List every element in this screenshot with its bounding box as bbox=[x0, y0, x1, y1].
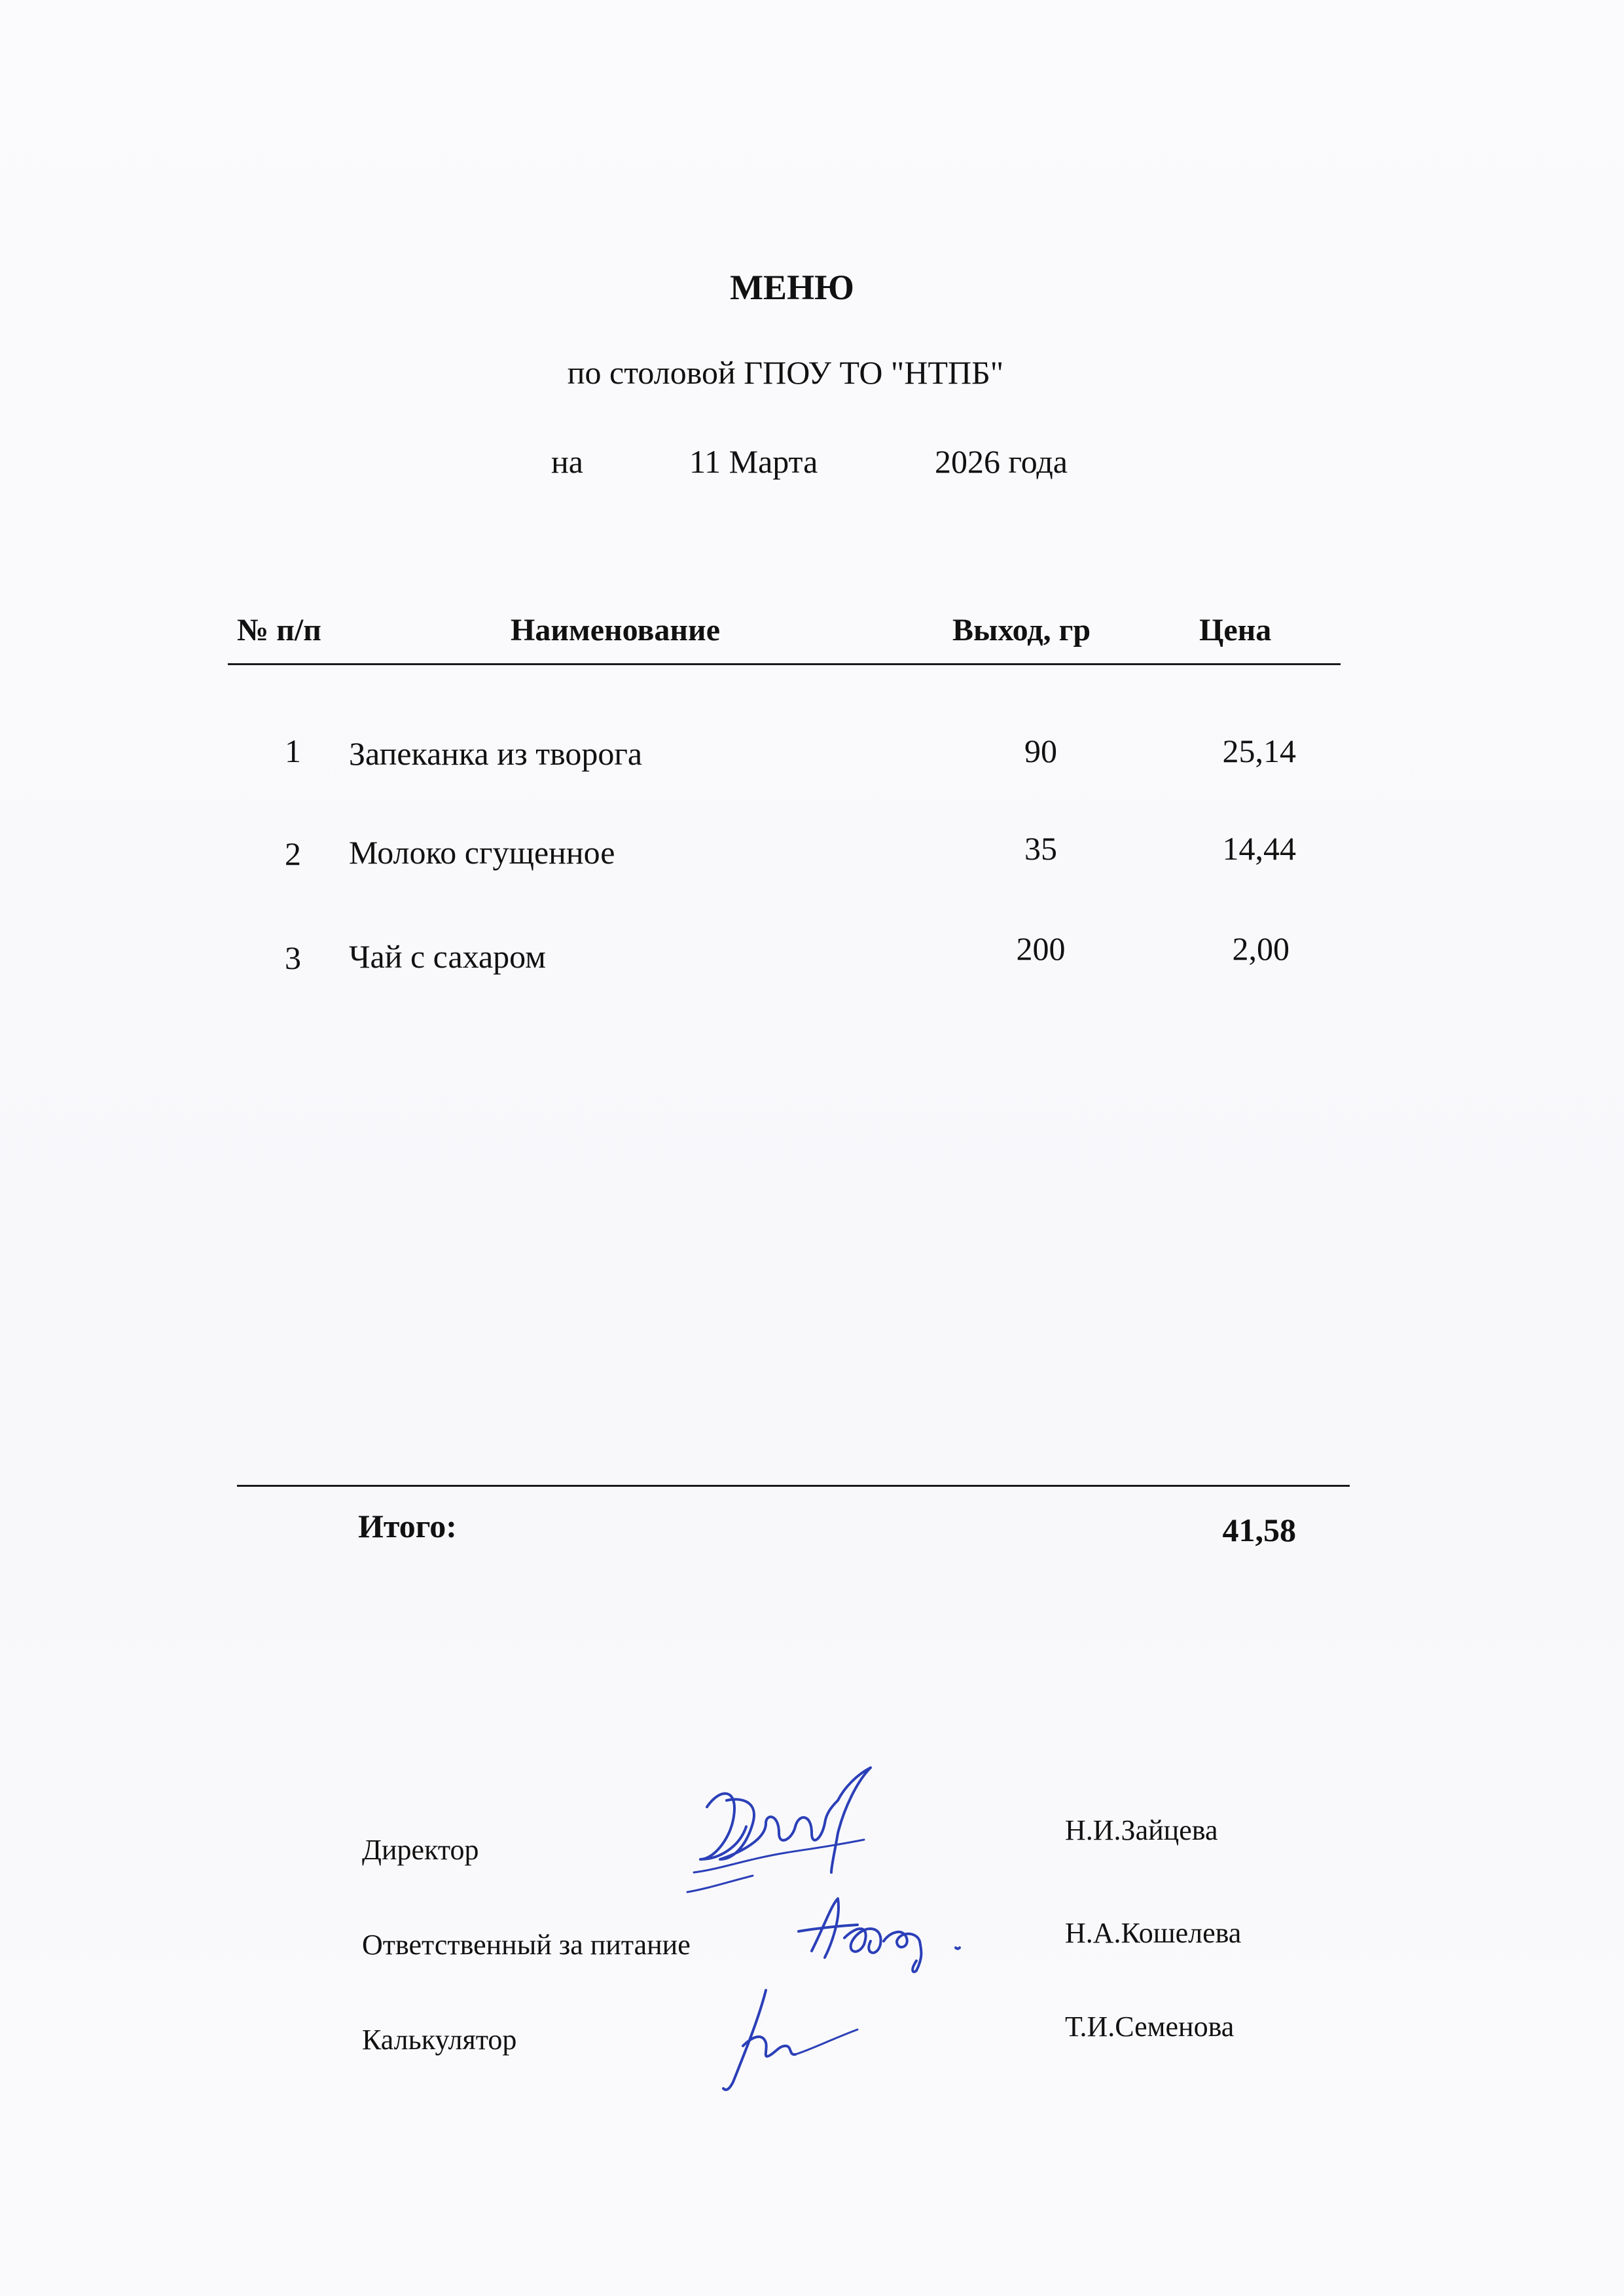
header-yield: Выход, гр bbox=[952, 613, 1091, 647]
table-row bbox=[0, 829, 1624, 882]
header-price: Цена bbox=[1199, 613, 1272, 647]
signature-name-director: Н.И.Зайцева bbox=[1065, 1814, 1218, 1846]
row-price: 14,44 bbox=[1222, 830, 1296, 867]
signature-role-calculator: Калькулятор bbox=[362, 2024, 517, 2056]
row-num: 2 bbox=[285, 835, 301, 872]
signature-role-director: Директор bbox=[362, 1834, 479, 1866]
row-yield: 90 bbox=[1024, 733, 1057, 769]
signature-name-nutrition: Н.А.Кошелева bbox=[1065, 1917, 1242, 1949]
row-num: 1 bbox=[285, 733, 301, 769]
date-prefix: на bbox=[551, 443, 583, 480]
header-divider bbox=[228, 663, 1341, 665]
row-num: 3 bbox=[285, 939, 301, 976]
date-year: 2026 года bbox=[935, 443, 1068, 480]
table-row bbox=[0, 732, 1624, 784]
total-label: Итого: bbox=[358, 1508, 457, 1544]
row-price: 25,14 bbox=[1222, 733, 1296, 769]
document-subtitle: по столовой ГПОУ ТО "НТПБ" bbox=[567, 354, 1004, 391]
row-price: 2,00 bbox=[1232, 930, 1290, 967]
total-value: 41,58 bbox=[1222, 1512, 1296, 1548]
header-name: Наименование bbox=[511, 613, 720, 647]
header-num: № п/п bbox=[237, 613, 321, 647]
signature-role-nutrition: Ответственный за питание bbox=[362, 1929, 691, 1961]
row-name: Чай с сахаром bbox=[349, 938, 546, 975]
row-yield: 200 bbox=[1016, 930, 1066, 967]
table-row bbox=[0, 930, 1624, 982]
row-name: Запеканка из творога bbox=[349, 735, 643, 772]
row-yield: 35 bbox=[1024, 830, 1057, 867]
row-name: Молоко сгущенное bbox=[349, 834, 615, 871]
signature-name-calculator: Т.И.Семенова bbox=[1065, 2011, 1235, 2043]
date-day: 11 Марта bbox=[689, 443, 818, 480]
document-title: МЕНЮ bbox=[730, 268, 854, 307]
total-divider bbox=[237, 1485, 1350, 1487]
calculator-signature-image bbox=[700, 1984, 871, 2095]
nutrition-signature-image bbox=[792, 1886, 988, 1977]
